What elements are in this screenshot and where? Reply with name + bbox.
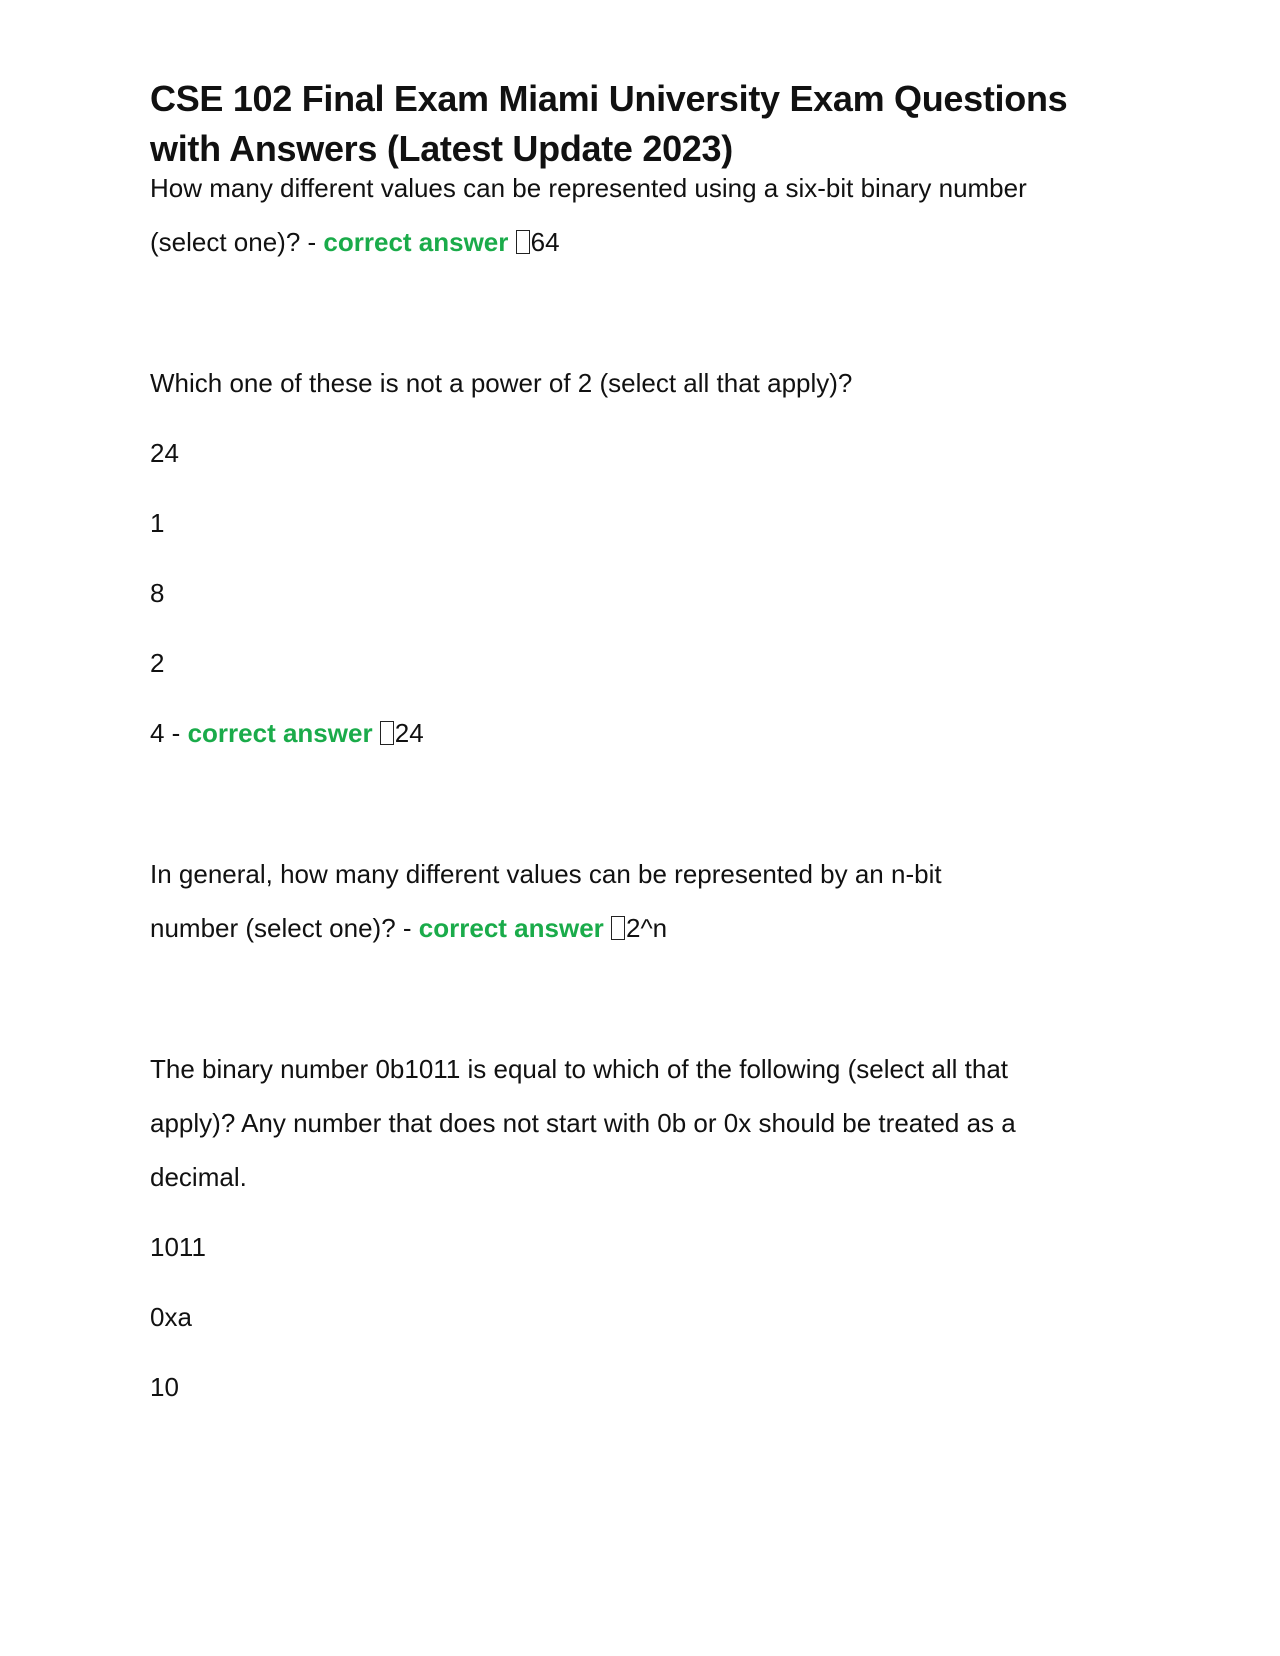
q4-text-line-3: decimal. xyxy=(150,1162,247,1192)
q4-text-line-1: The binary number 0b1011 is equal to which of the following (select all that xyxy=(150,1054,1009,1084)
q4-option: 0xa xyxy=(150,1302,192,1332)
q3-text-line-1: In general, how many different values can be represented by an n-bit xyxy=(150,859,942,889)
q2-option: 1 xyxy=(150,508,165,538)
q2-answer-value: 24 xyxy=(394,718,424,748)
q2-question: Which one of these is not a power of 2 (select all that apply)? xyxy=(150,368,853,398)
q3-text-line-2 xyxy=(150,911,667,945)
q4-option: 1011 xyxy=(150,1232,206,1262)
q2-option: 8 xyxy=(150,578,165,608)
q1-text-line-2 xyxy=(150,225,560,259)
q3-text-prefix: number (select one)? - xyxy=(150,913,419,943)
q2-answer-line xyxy=(150,716,424,750)
q1-answer-label: correct answer xyxy=(323,227,516,257)
q1-answer-value: 64 xyxy=(530,227,560,257)
q2-last-option: 4 - xyxy=(150,718,188,748)
q4-text-line-2: apply)? Any number that does not start with 0b or 0x should be treated as a xyxy=(150,1108,1016,1138)
q2-option: 24 xyxy=(150,438,179,468)
q2-answer-label: correct answer xyxy=(187,718,380,748)
missing-glyph-icon xyxy=(516,230,530,254)
document-title: CSE 102 Final Exam Miami University Exam Questions with Answers (Latest Update 2023) xyxy=(150,78,1068,169)
q3-answer-label: correct answer xyxy=(418,913,612,943)
q3-answer-value: 2^n xyxy=(626,913,668,943)
missing-glyph-icon xyxy=(380,721,394,745)
q2-option: 2 xyxy=(150,648,165,678)
missing-glyph-icon xyxy=(611,916,625,940)
q1-text-line-1: How many different values can be represented using a six-bit binary number xyxy=(150,173,1027,203)
q4-option: 10 xyxy=(150,1372,179,1402)
q1-text-prefix: (select one)? - xyxy=(150,227,324,257)
